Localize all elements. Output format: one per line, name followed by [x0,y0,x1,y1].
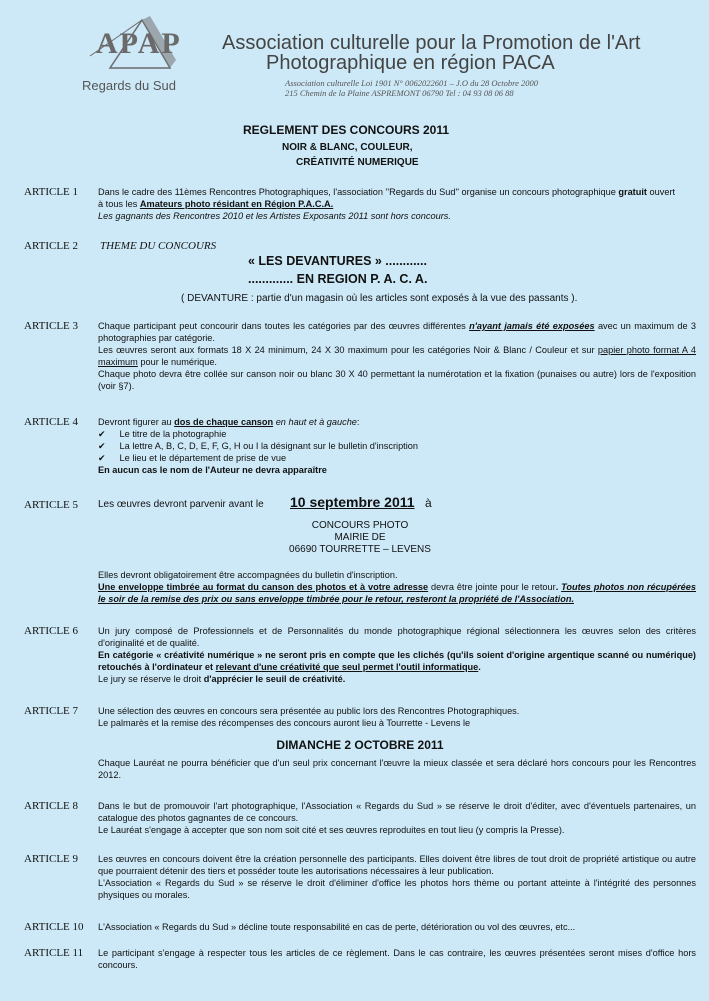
text-italic: Les gagnants des Rencontres 2010 et les Artistes Exposants 2011 sont hors concours. [98,211,451,221]
logo [80,16,182,100]
article-8-body [98,800,696,836]
article-6-body [98,625,696,685]
text-underline: relevant d'une créativité que seul permet l'outil informatique [215,662,479,672]
article-9-body [98,853,696,901]
text: à tous les [98,199,140,209]
article-7-note: Chaque Lauréat ne pourra bénéficier que d'un seul prix concernant l'œuvre la mieux classée et sera déclaré hors concours pour les Rencontres 2012. [98,758,696,780]
text: En catégorie « créativité numérique » ne seront pris en compte que les clichés (qu'ils soient d'origine argentique scanné ou numérique) retouchés à l'ordinateur et [98,650,696,672]
header-small1: Association culturelle Loi 1901 N° 0062022601 – J.O du 28 Octobre 2000 [285,78,539,88]
article-label: ARTICLE 3 [24,320,79,332]
article-label: ARTICLE 9 [24,853,79,865]
text: Le jury se réserve le droit [98,674,204,684]
text: Elles devront obligatoirement être accompagnées du bulletin d'inscription. [98,570,398,580]
text-emphasis: n'ayant jamais été exposées [469,321,595,331]
text: Les œuvres seront aux formats 18 X 24 minimum, 24 X 30 maximum pour les catégories Noir & Blanc / Couleur et sur [98,345,598,355]
logo-letters: APAP [96,27,182,60]
checklist-item: ✔ Le lieu et le département de prise de vue [98,452,696,464]
text-underline: papier photo format A 4 maximum [98,345,696,367]
text: ouvert [646,187,676,197]
theme-title-1: « LES DEVANTURES » ............ [248,254,427,268]
text: avec un maximum de 3 photographies par catégorie. [98,321,696,343]
text-bold: d'apprécier le seuil de créativité. [203,674,346,684]
page-title: REGLEMENT DES CONCOURS 2011 [243,123,450,137]
article-7-body [98,705,696,729]
deadline-text: Les œuvres devront parvenir avant le [98,499,264,510]
address-line: MAIRIE DE [334,532,386,543]
text: Les œuvres en concours doivent être la création personnelle des participants. Elles doivent être libres de tout droit de propriété artistique ou autre que pourraient détenir des tiers et posséder toute les autorisations nécessaires à leur publication. [98,854,696,876]
text-bold-underline: Une enveloppe timbrée au format du canson des photos et à votre adresse [98,582,429,592]
article-label: ARTICLE 10 [24,921,84,933]
header-line2: Photographique en région PACA [266,52,555,74]
checklist-item: ✔ La lettre A, B, C, D, E, F, G, H ou I la désignant sur le bulletin d'inscription [98,440,696,452]
deadline-date: 10 septembre 2011 [290,494,415,510]
text-bold: En aucun cas le nom de l'Auteur ne devra apparaître [98,465,327,475]
logo-tagline: Regards du Sud [82,78,176,93]
theme-label: THEME DU CONCOURS [100,240,217,252]
text: Une sélection des œuvres en concours sera présentée au public lors des Rencontres Photographiques. [98,706,520,716]
address-line: CONCOURS PHOTO [311,520,409,531]
text: Devront figurer au [98,417,175,427]
ceremony-date: DIMANCHE 2 OCTOBRE 2011 [276,738,444,752]
text-italic: en haut et à gauche [273,417,357,427]
text: pour le numérique. [137,357,217,367]
article-4-body [98,416,696,476]
text: Chaque participant peut concourir dans toutes les catégories par des œuvres différentes [98,321,470,331]
text-emphasis: Toutes photos non récupérées le soir de la remise des prix ou sans enveloppe timbrée pour le retour, resteront la propriété de l'Association. [98,582,697,604]
text: . [555,582,562,592]
address-block [250,520,470,556]
text-bold-underline: Amateurs photo résidant en Région P.A.C.A. [139,199,334,209]
text: L'Association « Regards du Sud » se réserve le droit d'éliminer d'office les photos hors thème ou portant atteinte à l'intégrité des personnes physiques ou morales. [98,878,696,900]
article-label: ARTICLE 8 [24,800,79,812]
text: Chaque photo devra être collée sur canson noir ou blanc 30 X 40 permettant la numérotation et la fixation (punaises ou autre) lors de l'exposition (voir §7). [98,369,696,391]
text: devra être jointe pour le retour [428,582,556,592]
article-5-body [98,569,696,605]
address-line: 06690 TOURRETTE – LEVENS [289,544,431,555]
theme-title-2: ............. EN REGION P. A. C. A. [248,272,428,286]
article-3-body [98,320,696,392]
article-label: ARTICLE 7 [24,705,79,717]
checklist-item: ✔ Le titre de la photographie [98,428,696,440]
article-label: ARTICLE 11 [24,947,84,959]
article-label: ARTICLE 1 [24,186,79,198]
title-sub1: NOIR & BLANC, COULEUR, [282,142,413,153]
text: Dans le cadre des 11èmes Rencontres Photographiques, l'association ''Regards du Sud'' organise un concours photographique [98,187,619,197]
text: Dans le but de promouvoir l'art photographique, l'Association « Regards du Sud » se réserve le droit d'éditer, avec d'éventuels partenaires, un catalogue des photos gagnantes de ce concours. [98,801,696,823]
article-11-body: Le participant s'engage à respecter tous les articles de ce règlement. Dans le cas contraire, les œuvres présentées seront mises d'office hors concours. [98,948,696,970]
text-bold-underline: dos de chaque canson [174,417,274,427]
article-label: ARTICLE 5 [24,499,79,511]
article-10-body: L'Association « Regards du Sud » décline toute responsabilité en cas de perte, détérioration ou vol des œuvres, etc... [98,922,576,932]
text: : [356,417,360,427]
text: . [478,662,481,672]
header-line1: Association culturelle pour la Promotion de l'Art [222,32,641,54]
article-label: ARTICLE 2 [24,240,79,252]
header-small2: 215 Chemin de la Plaine ASPREMONT 06790 Tel : 04 93 08 06 88 [285,88,514,98]
article-1-body [98,186,696,222]
deadline-a: à [425,496,432,510]
theme-definition: ( DEVANTURE : partie d'un magasin où les articles sont exposés à la vue des passants ). [181,293,578,304]
text: Le Lauréat s'engage à accepter que son nom soit cité et ses œuvres reproduites en tout lieu (y compris la Presse). [98,825,565,835]
article-label: ARTICLE 4 [24,416,79,428]
text: Un jury composé de Professionnels et de Personnalités du monde photographique régional sélectionnera les œuvres selon des critères d'originalité et de qualité. [98,626,696,648]
title-sub2: CRÉATIVITÉ NUMERIQUE [296,157,419,168]
article-label: ARTICLE 6 [24,625,79,637]
text: Le palmarès et la remise des récompenses des concours auront lieu à Tourrette - Levens le [98,718,471,728]
text-bold: gratuit [618,187,647,197]
